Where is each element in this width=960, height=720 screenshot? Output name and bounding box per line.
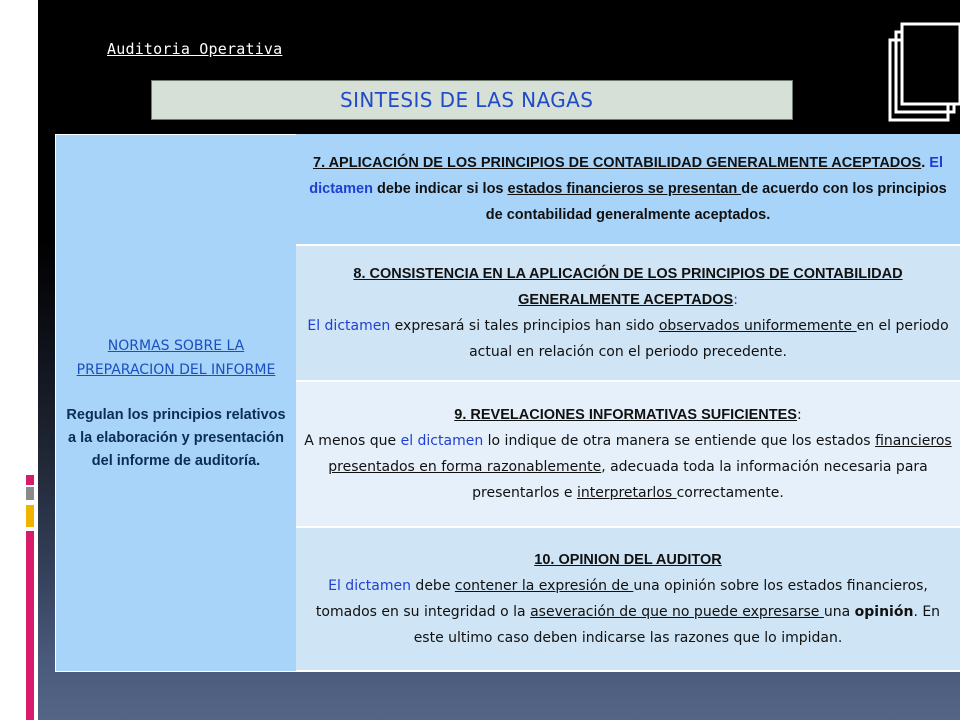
norm-row-9	[296, 382, 960, 528]
norm-8-text2: observados uniformemente	[658, 318, 857, 334]
left-category-cell	[55, 134, 297, 672]
norm-9-text3: financieros presentados en forma razonablemente	[328, 433, 952, 475]
norm-7-title: 7. APLICACIÓN DE LOS PRINCIPIOS DE CONTABILIDAD GENERALMENTE ACEPTADOS	[313, 155, 922, 171]
norm-8-text3: en el periodo actual en relación con el periodo precedente.	[469, 318, 949, 360]
norm-10-text6: . En este ultimo caso deben indicarse las razones que lo impidan.	[413, 604, 941, 646]
deco-bar-gray	[26, 487, 34, 500]
norm-9-text4: , adecuada toda la información necesaria para presentarlos e	[472, 459, 928, 501]
norm-row-8	[296, 246, 960, 382]
norm-9-title: 9. REVELACIONES INFORMATIVAS SUFICIENTES	[454, 407, 797, 423]
norm-7-dictamen: El dictamen	[309, 155, 943, 197]
norm-9-colon: :	[796, 407, 802, 423]
norm-7-title-end: .	[921, 155, 926, 171]
norm-7-text1: debe indicar si los	[372, 181, 508, 197]
norm-10-text2: contener la expresión de	[454, 578, 634, 594]
norm-9-text1: A menos que	[304, 433, 401, 449]
norm-8-colon: :	[733, 292, 738, 308]
decorative-bars	[26, 475, 34, 720]
norm-9-dictamen: el dictamen	[400, 433, 484, 449]
norm-9-text5: interpretarlos	[576, 485, 677, 501]
norm-8-title: 8. CONSISTENCIA EN LA APLICACIÓN DE LOS PRINCIPIOS DE CONTABILIDAD GENERALMENTE ACEPTADOS	[353, 266, 903, 308]
norm-7-text2: estados financieros se presentan	[507, 181, 742, 197]
category-heading[interactable]	[77, 334, 276, 382]
norm-10-opinion: opinión	[854, 604, 914, 620]
norm-9-text2: lo indique de otra manera se entiende que los estados	[483, 433, 876, 449]
norm-8-text1: expresará si tales principios han sido	[390, 318, 659, 334]
header-title: Auditoria Operativa	[107, 40, 283, 58]
norm-7-text3: de acuerdo con los principios de contabilidad generalmente aceptados.	[485, 181, 947, 223]
norm-10-text4: aseveración de que no puede expresarse	[530, 604, 824, 620]
deco-bar-pink-long	[26, 531, 34, 720]
norm-10-text1: debe	[410, 578, 455, 594]
norm-10-text3: una opinión sobre los estados financieros, tomados en su integridad o la	[315, 578, 928, 620]
category-heading-line2: PREPARACION DEL INFORME	[76, 361, 276, 378]
norm-9-text6: correctamente.	[676, 485, 784, 501]
category-heading-line1: NORMAS SOBRE LA	[107, 337, 245, 354]
norm-row-7	[296, 134, 960, 246]
category-description: Regulan los principios relativos a la elaboración y presentación del informe de auditoría.	[66, 406, 286, 469]
slide-title: SINTESIS DE LAS NAGAS	[151, 80, 793, 120]
deco-bar-pink	[26, 475, 34, 485]
norm-10-dictamen: El dictamen	[328, 578, 411, 594]
norm-10-text5: una	[823, 604, 855, 620]
norm-10-title: 10. OPINION DEL AUDITOR	[534, 552, 722, 568]
deco-bar-yellow	[26, 505, 34, 527]
norm-8-dictamen: El dictamen	[307, 318, 391, 334]
norm-row-10	[296, 528, 960, 672]
window-stack-icon	[888, 18, 960, 122]
